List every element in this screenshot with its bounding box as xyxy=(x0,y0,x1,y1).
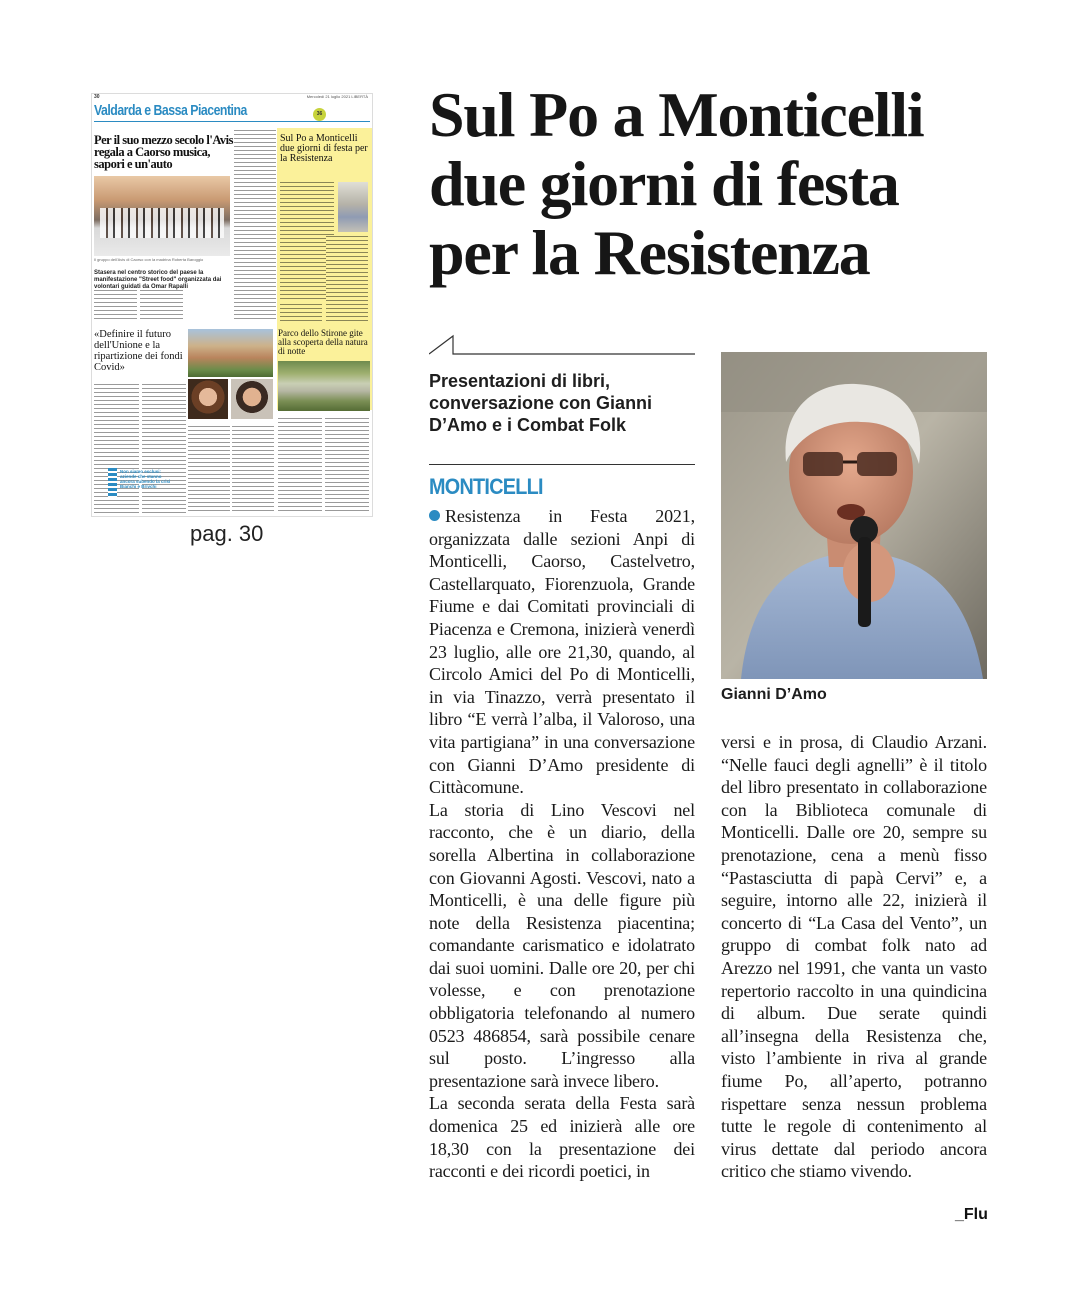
thumbnail-story3-title: Parco dello Stirone gite alla scoperta della natura di notte xyxy=(278,328,368,356)
thumbnail-story1-subtitle: Stasera nel centro storico del paese la manifestazione "Street food" organizzata dai volontari guidati da Omar Rapalli xyxy=(94,270,222,290)
thumbnail-sidebar-text xyxy=(280,304,322,322)
thumbnail-portrait-photo xyxy=(231,379,273,419)
thumbnail-story2-title: «Definire il futuro dell'Unione e la ripartizione dei fondi Covid» xyxy=(94,329,183,373)
thumbnail-story2-photo xyxy=(188,329,273,377)
thumbnail-text-block xyxy=(188,426,230,514)
article-paragraph xyxy=(429,505,695,799)
thumbnail-sidebar-title: Sul Po a Monticelli due giorni di festa per la Resistenza xyxy=(280,133,368,164)
article-headline xyxy=(429,80,1049,287)
portrait-photo-gianni-damo xyxy=(721,352,987,679)
thumbnail-page-number: 30 xyxy=(94,94,100,100)
thumbnail-story3-photo xyxy=(278,361,370,411)
thumbnail-text-block xyxy=(94,290,137,320)
thumbnail-sidebar-text xyxy=(326,236,368,322)
thumbnail-text-block xyxy=(140,290,183,320)
page-reference: pag. 30 xyxy=(190,521,264,546)
headline-line-3: per la Resistenza xyxy=(429,217,870,288)
thumbnail-story1-photo xyxy=(94,176,230,256)
thumbnail-text-block xyxy=(325,418,369,514)
author-signature: _Flu xyxy=(955,1206,988,1223)
thumbnail-section-title: Valdarda e Bassa Piacentina xyxy=(94,102,247,119)
thumbnail-portrait-photo xyxy=(188,379,228,419)
paragraph-text: Resistenza in Festa 2021, organizzata dalle sezioni Anpi di Monticelli, Caorso, Castelvetro, Castellarquato, Fiorenzuola, Grande Fiume e dai Comitati provinciali di Piacenza e Cremona, inizierà venerdì 23 luglio, alle ore 21,30, quando, al Circolo Amici del Po di Monticelli, in via Tinazzo, verrà presentato il libro “E verrà l’alba, il Valoroso, una vita partigiana” in una conversazione con Gianni D’Amo presidente di Cittàcomune. xyxy=(429,506,695,798)
thumbnail-story1-caption: Il gruppo dell'Avis di Caorso con la madrina Roberta Baroggio xyxy=(94,257,204,262)
thumbnail-badge: 36 xyxy=(313,108,326,121)
photo-caption: Gianni D’Amo xyxy=(721,686,827,703)
article-paragraph: La seconda serata della Festa sarà domenica 25 ed inizierà alle ore 18,30 con la presentazione dei racconti e dei ricordi poetici, in xyxy=(429,1093,695,1182)
portrait-illustration xyxy=(721,352,987,679)
article-paragraph: La storia di Lino Vescovi nel racconto, che è un diario, della sorella Albertina in collaborazione con Giovanni Agosti. Vescovi, nato a Monticelli, è una delle figure più note della Resistenza piacentina; comandante carismatico e idolatrato dai suoi uomini. Dalle ore 20, per chi volesse, e con prenotazione obbligatoria telefonando al numero 0523 486854, sarà possibile cenare sul posto. L’ingresso alla presentazione sarà invece libero. xyxy=(429,799,695,1091)
article-subheading: Presentazioni di libri, conversazione con Gianni D’Amo e i Combat Folk xyxy=(429,371,653,435)
article-column-1 xyxy=(429,505,695,1183)
thumbnail-date-line: Mercoledì 21 luglio 2021 LIBERTÀ xyxy=(306,94,368,99)
article-location-kicker: MONTICELLI xyxy=(429,474,543,499)
thumbnail-promo-text: Non siamo esclusi: aziende che stanno ancora subendo la crisi Bianchi e Brivchi xyxy=(120,469,171,489)
thumbnail-text-block xyxy=(142,384,186,514)
headline-line-2: due giorni di festa xyxy=(429,148,899,219)
bullet-dot-icon xyxy=(429,510,440,521)
decorative-flourish-icon xyxy=(429,334,695,358)
thumbnail-text-block xyxy=(232,426,274,514)
thumbnail-story1-title: Per il suo mezzo secolo l'Avis regala a Caorso musica, sapori e un'auto xyxy=(94,133,234,171)
thumbnail-top-bar xyxy=(92,94,372,102)
subheading-divider xyxy=(429,464,695,465)
headline-line-1: Sul Po a Monticelli xyxy=(429,79,924,150)
article-paragraph: versi e in prosa, di Claudio Arzani. “Nelle fauci degli agnelli” è il titolo del libro presentato in collaborazione con la Biblioteca comunale di Monticelli. Dalle ore 20, sempre su prenotazione, cena a menù fisso “Pastasciutta di papà Cervi” e, a seguire, intorno alle 22, inizierà il concerto di “La Casa del Vento”, un gruppo di combat folk nato ad Arezzo nel 1991, che vanta un vasto repertorio raccolto in una quindicina di album. Due serate quindi all’insegna della Resistenza che, visto l’ambiente in riva al grande fiume Po, all’aperto, potranno rispettare senza nessun problema tutte le regole di contenimento al virus dettate dal periodo ancora critico che stiamo vivendo. xyxy=(721,732,987,1182)
thumbnail-section-rule xyxy=(94,121,370,122)
page-thumbnail[interactable] xyxy=(92,94,372,516)
article-column-2 xyxy=(721,731,987,1183)
thumbnail-text-block xyxy=(278,418,322,514)
thumbnail-sidebar-photo xyxy=(338,182,368,232)
thumbnail-text-block xyxy=(234,130,276,320)
thumbnail-promo-icon xyxy=(108,468,117,498)
